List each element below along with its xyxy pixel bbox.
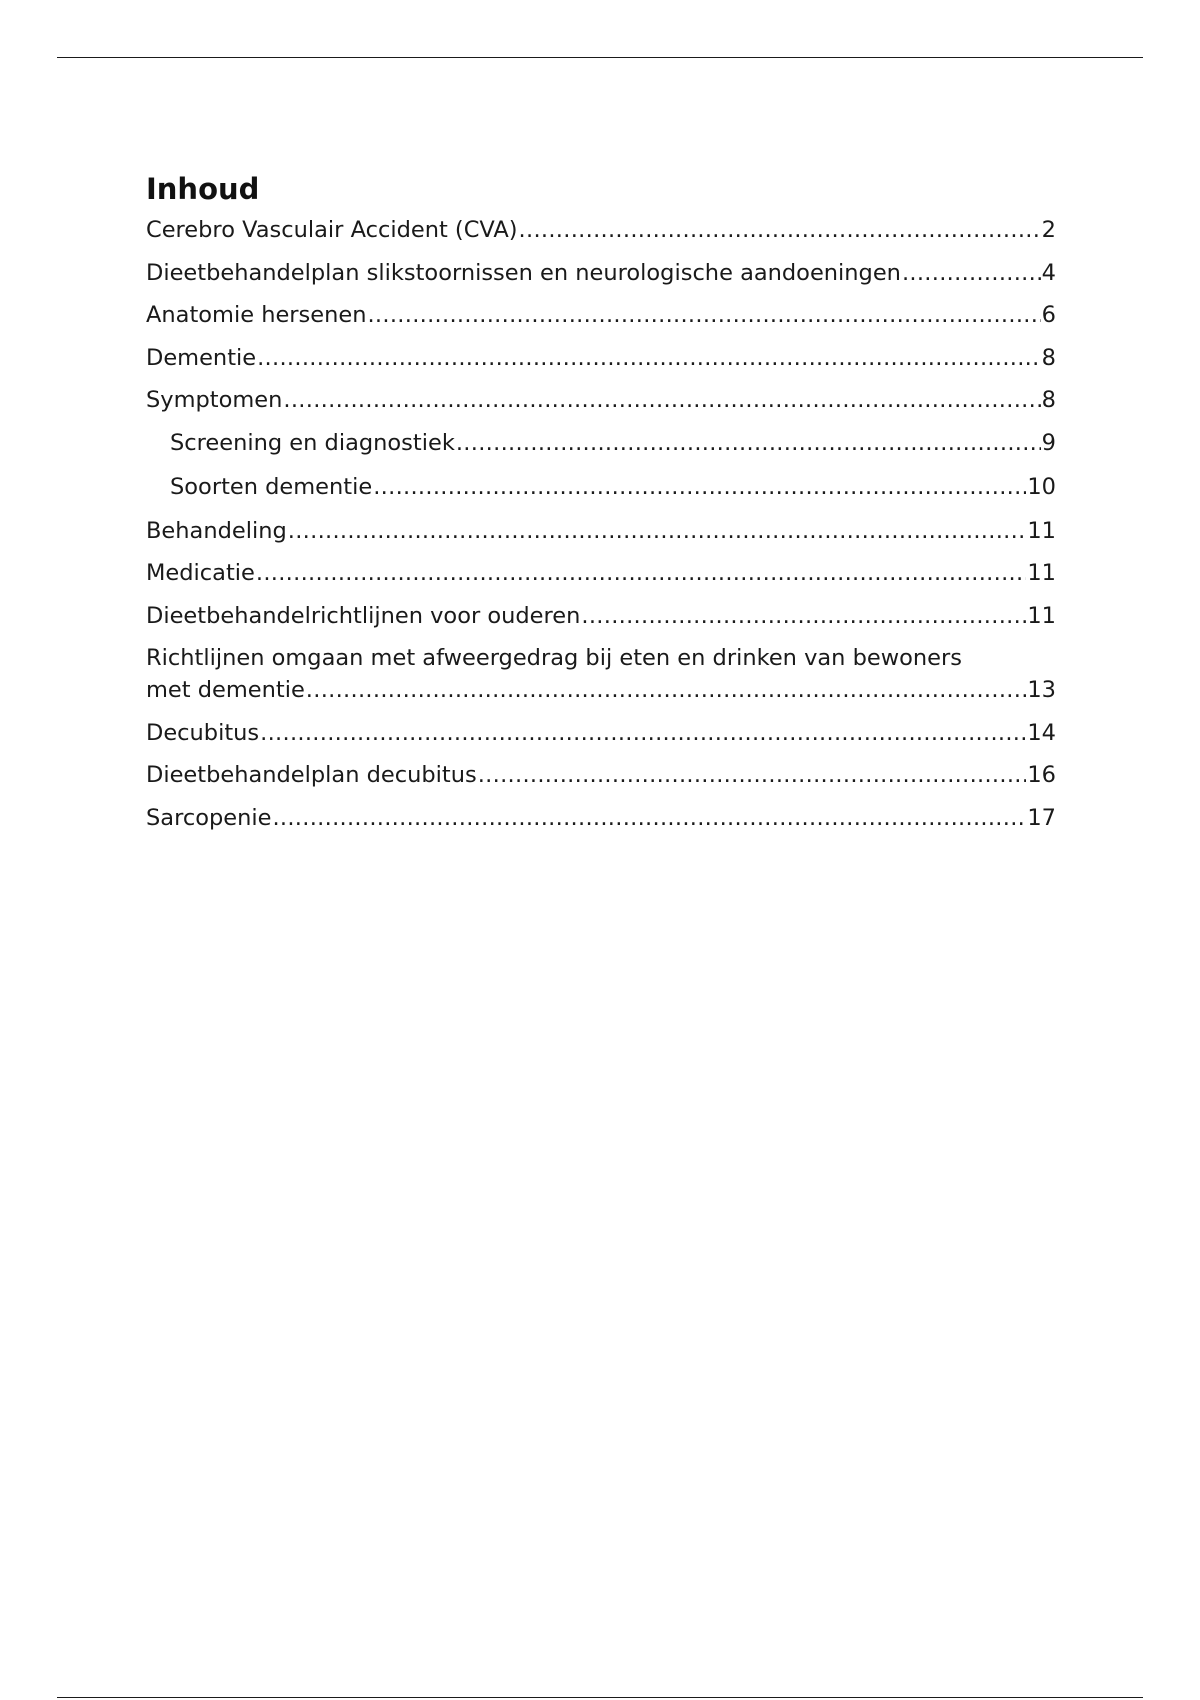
- toc-page-number: 10: [1027, 473, 1056, 500]
- dot-leader: [260, 717, 1026, 749]
- toc-entry-dieetbehandelrichtlijnen-ouderen[interactable]: [146, 600, 1056, 632]
- toc-page-number: 14: [1027, 719, 1056, 746]
- toc-entry-title: Dieetbehandelplan slikstoornissen en neurologische aandoeningen: [146, 259, 901, 286]
- toc-page-number: 17: [1027, 804, 1056, 831]
- dot-leader: [456, 427, 1041, 459]
- toc-page-number: 4: [1041, 259, 1056, 286]
- toc-page-number: 8: [1041, 387, 1056, 413]
- dot-leader: [283, 384, 1040, 416]
- toc-entry-title: Anatomie hersenen: [146, 302, 367, 328]
- toc-entry-sarcopenie[interactable]: [146, 802, 1056, 834]
- toc-page-number: 6: [1041, 302, 1056, 328]
- toc-entry-richtlijnen-afweergedrag[interactable]: [146, 642, 1056, 706]
- dot-leader: [478, 759, 1027, 791]
- toc-entry-title: Screening en diagnostiek: [170, 429, 455, 456]
- toc-entry-symptomen[interactable]: [146, 384, 1056, 416]
- dot-leader: [288, 515, 1027, 547]
- footer-rule: [57, 1697, 1143, 1698]
- toc-entry-title: Dementie: [146, 344, 257, 371]
- toc-entry-screening-en-diagnostiek[interactable]: [146, 427, 1056, 459]
- toc-page-number: 9: [1041, 429, 1056, 456]
- toc-entry-anatomie-hersenen[interactable]: [146, 299, 1056, 331]
- toc-page-number: 16: [1027, 762, 1056, 788]
- toc-list: [146, 214, 1056, 834]
- toc-entry-dementie[interactable]: [146, 342, 1056, 374]
- toc-entry-title: Cerebro Vasculair Accident (CVA): [146, 217, 518, 243]
- toc-entry-behandeling[interactable]: [146, 515, 1056, 547]
- toc-entry-title: Decubitus: [146, 719, 260, 746]
- dot-leader: [257, 342, 1041, 374]
- toc-entry-soorten-dementie[interactable]: [146, 471, 1056, 503]
- dot-leader: [367, 299, 1040, 331]
- toc-entry-title: Symptomen: [146, 387, 283, 413]
- header-rule: [57, 57, 1143, 58]
- toc-entry-cva[interactable]: [146, 214, 1056, 246]
- dot-leader: [581, 600, 1026, 632]
- toc-page-number: 13: [1027, 677, 1056, 703]
- table-of-contents: [146, 168, 1056, 844]
- toc-entry-dieetbehandelplan-slikstoornissen[interactable]: [146, 257, 1056, 289]
- toc-entry-title-line-2: met dementie: [146, 677, 305, 703]
- dot-leader: [256, 557, 1026, 589]
- toc-entry-decubitus[interactable]: [146, 717, 1056, 749]
- toc-entry-title: Dieetbehandelplan decubitus: [146, 762, 477, 788]
- toc-entry-dieetbehandelplan-decubitus[interactable]: [146, 759, 1056, 791]
- toc-entry-title: Soorten dementie: [170, 473, 373, 500]
- toc-page-number: 11: [1027, 517, 1056, 544]
- dot-leader: [902, 257, 1041, 289]
- toc-entry-medicatie[interactable]: [146, 557, 1056, 589]
- toc-entry-title: Behandeling: [146, 517, 287, 544]
- toc-page-number: 8: [1041, 344, 1056, 371]
- dot-leader: [272, 802, 1026, 834]
- toc-entry-title: Dieetbehandelrichtlijnen voor ouderen: [146, 602, 581, 629]
- toc-entry-title-line-1: Richtlijnen omgaan met afweergedrag bij eten en drinken van bewoners: [146, 645, 962, 671]
- toc-page-number: 11: [1027, 560, 1056, 586]
- dot-leader: [373, 471, 1026, 503]
- toc-title: Inhoud: [146, 172, 260, 206]
- toc-entry-title: Medicatie: [146, 560, 255, 586]
- toc-entry-title: Sarcopenie: [146, 804, 272, 831]
- dot-leader: [306, 674, 1027, 706]
- toc-page-number: 11: [1027, 602, 1056, 629]
- toc-page-number: 2: [1041, 217, 1056, 243]
- dot-leader: [519, 214, 1041, 246]
